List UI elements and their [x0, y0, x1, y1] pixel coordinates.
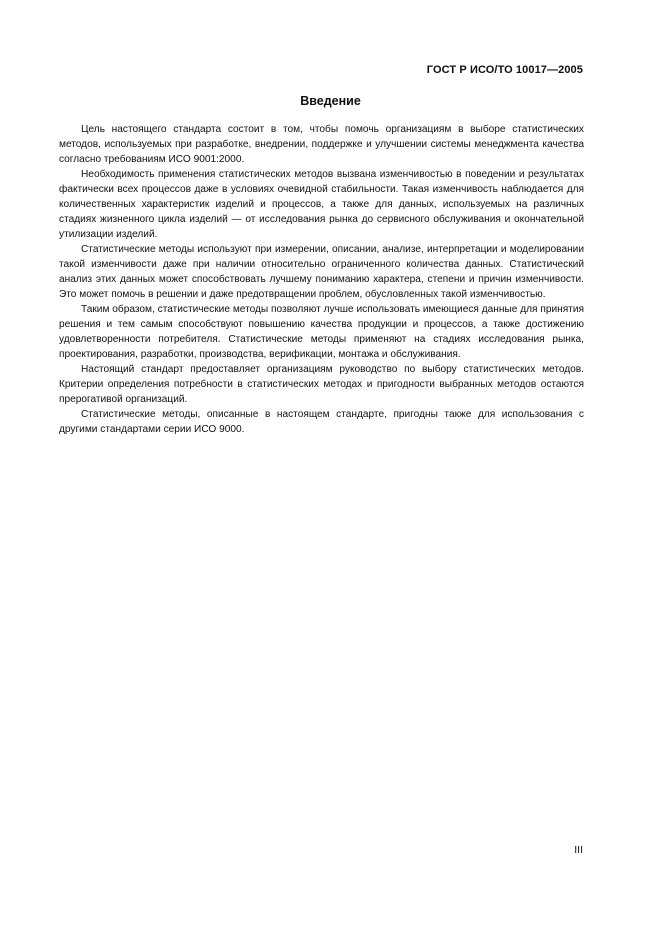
paragraph: Статистические методы используют при измерении, описании, анализе, интерпретации и моделировании такой изменчивости даже при наличии относительно ограниченного количества данных. Статистический анализ этих данных может способствовать лучшему пониманию характера, степени и причин изменчивости. Это может помочь в решении и даже предотвращении проблем, обусловленных такой изменчивостью. [59, 244, 584, 300]
paragraph: Статистические методы, описанные в настоящем стандарте, пригодны также для использования с другими стандартами серии ИСО 9000. [59, 409, 584, 435]
body-text [59, 122, 584, 437]
paragraph: Настоящий стандарт предоставляет организациям руководство по выбору статистических методов. Критерии определения потребности в статистических методах и пригодности выбранных методов остаются прерогативой организаций. [59, 364, 584, 405]
paragraph: Таким образом, статистические методы позволяют лучше использовать имеющиеся данные для принятия решения и тем самым способствуют повышению качества продукции и процессов, а также достижению удовлетворенности потребителя. Статистические методы применяют на стадиях исследования рынка, проектирования, разработки, производства, верификации, монтажа и обслуживания. [59, 304, 584, 360]
page-number: III [574, 844, 583, 856]
paragraph: Цель настоящего стандарта состоит в том, чтобы помочь организациям в выборе статистических методов, используемых при разработке, внедрении, поддержке и улучшении системы менеджмента качества согласно требованиям ИСО 9001:2000. [59, 124, 584, 165]
section-title: Введение [300, 94, 361, 108]
paragraph: Необходимость применения статистических методов вызвана изменчивостью в поведении и результатах фактически всех процессов даже в условиях очевидной стабильности. Такая изменчивость наблюдается для количественных характеристик изделий и процессов, а также для данных, используемых на различных стадиях жизненного цикла изделий — от исследования рынка до сервисного обслуживания и окончательной утилизации изделий. [59, 169, 584, 240]
standard-identifier: ГОСТ Р ИСО/ТО 10017—2005 [426, 64, 583, 76]
